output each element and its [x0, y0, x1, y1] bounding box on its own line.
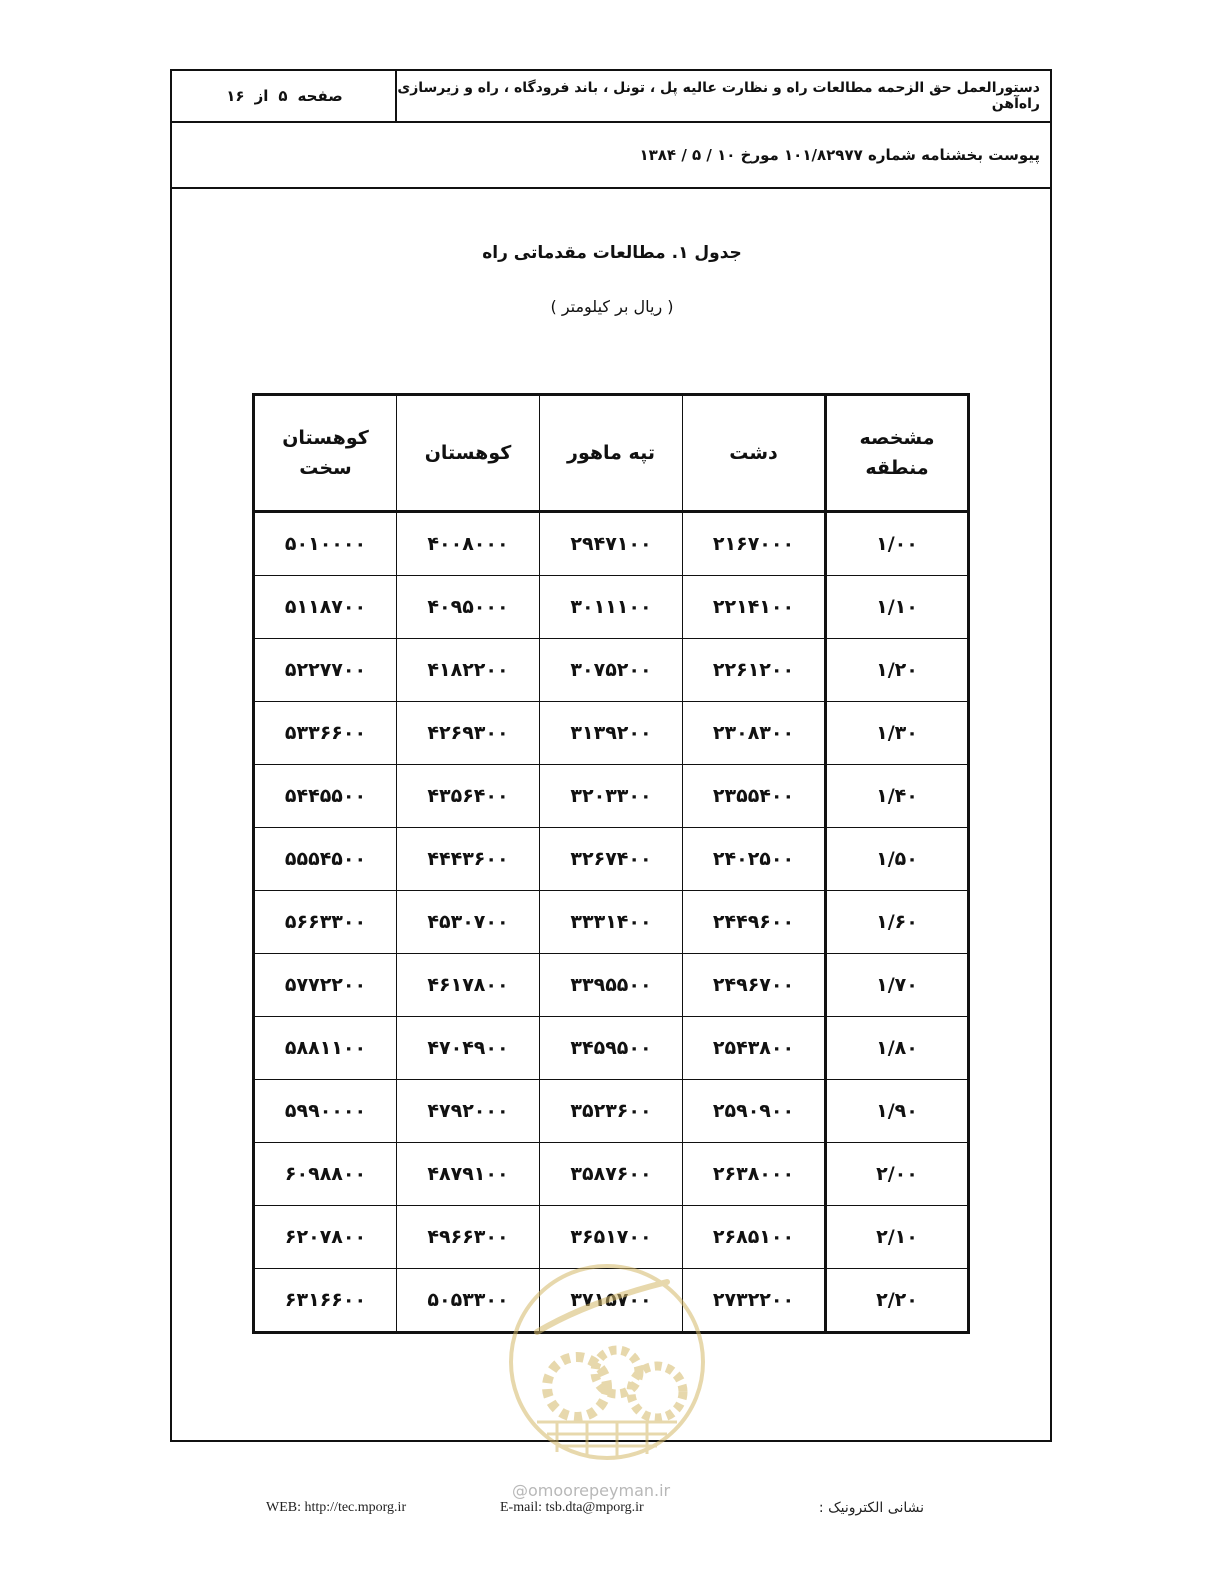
cell-hilly: ۳۰۷۵۲۰۰ [540, 639, 683, 702]
page-total: ۱۶ [226, 87, 245, 105]
header-zone: مشخصه منطقه [826, 395, 969, 512]
cell-zone: ۲/۲۰ [826, 1269, 969, 1333]
table-row [254, 512, 969, 576]
cell-mountain: ۴۱۸۲۲۰۰ [397, 639, 540, 702]
cell-mountain: ۴۶۱۷۸۰۰ [397, 954, 540, 1017]
table-row [254, 1017, 969, 1080]
cell-plain: ۲۵۴۳۸۰۰ [683, 1017, 826, 1080]
cell-hilly: ۳۵۸۷۶۰۰ [540, 1143, 683, 1206]
cell-plain: ۲۶۳۸۰۰۰ [683, 1143, 826, 1206]
page-number: ۵ [278, 87, 288, 105]
cell-mountain: ۴۵۳۰۷۰۰ [397, 891, 540, 954]
watermark-seal [497, 1262, 717, 1462]
cell-zone: ۲/۱۰ [826, 1206, 969, 1269]
table-unit: ( ریال بر کیلومتر ) [550, 297, 674, 316]
cell-hard-mountain: ۵۲۲۷۷۰۰ [254, 639, 397, 702]
cell-hard-mountain: ۶۳۱۶۶۰۰ [254, 1269, 397, 1333]
cell-hilly: ۳۲۶۷۴۰۰ [540, 828, 683, 891]
table-row [254, 1080, 969, 1143]
cell-mountain: ۴۲۶۹۳۰۰ [397, 702, 540, 765]
cell-hilly: ۲۹۴۷۱۰۰ [540, 512, 683, 576]
header-hilly: تپه ماهور [540, 395, 683, 512]
cell-zone: ۱/۴۰ [826, 765, 969, 828]
cell-plain: ۲۴۰۲۵۰۰ [683, 828, 826, 891]
cell-hard-mountain: ۵۹۹۰۰۰۰ [254, 1080, 397, 1143]
cell-hard-mountain: ۶۲۰۷۸۰۰ [254, 1206, 397, 1269]
table-title: جدول ۱. مطالعات مقدماتی راه [482, 243, 742, 263]
cell-plain: ۲۳۵۵۴۰۰ [683, 765, 826, 828]
header-plain: دشت [683, 395, 826, 512]
cell-plain: ۲۷۳۲۲۰۰ [683, 1269, 826, 1333]
cell-plain: ۲۲۱۴۱۰۰ [683, 576, 826, 639]
cell-zone: ۱/۷۰ [826, 954, 969, 1017]
table-row [254, 1143, 969, 1206]
cell-mountain: ۴۷۹۲۰۰۰ [397, 1080, 540, 1143]
cell-hilly: ۳۶۵۱۷۰۰ [540, 1206, 683, 1269]
cell-mountain: ۴۰۹۵۰۰۰ [397, 576, 540, 639]
cell-mountain: ۴۹۶۶۳۰۰ [397, 1206, 540, 1269]
cell-zone: ۱/۶۰ [826, 891, 969, 954]
table-row [254, 891, 969, 954]
cell-hilly: ۳۳۳۱۴۰۰ [540, 891, 683, 954]
cell-mountain: ۵۰۵۳۳۰۰ [397, 1269, 540, 1333]
cell-zone: ۱/۹۰ [826, 1080, 969, 1143]
cell-hilly: ۳۳۹۵۵۰۰ [540, 954, 683, 1017]
cell-hard-mountain: ۵۴۴۵۵۰۰ [254, 765, 397, 828]
footer-address-label: نشانی الکترونیک : [818, 1500, 924, 1516]
table-row [254, 954, 969, 1017]
cell-plain: ۲۳۰۸۳۰۰ [683, 702, 826, 765]
table-body [254, 512, 969, 1333]
circular-reference-text: پیوست بخشنامه شماره ۱۰۱/۸۲۹۷۷ مورخ ۱۰ / ۵ / ۱۳۸۴ [639, 146, 1040, 164]
document-title: دستورالعمل حق الزحمه مطالعات راه و نظارت عالیه پل ، تونل ، باند فرودگاه ، راه و زیرسازی راه‌آهن [395, 71, 1050, 121]
cell-mountain: ۴۴۴۳۶۰۰ [397, 828, 540, 891]
cell-plain: ۲۱۶۷۰۰۰ [683, 512, 826, 576]
cell-hard-mountain: ۵۷۷۲۲۰۰ [254, 954, 397, 1017]
cell-hilly: ۳۱۳۹۲۰۰ [540, 702, 683, 765]
watermark-url: @omoorepeyman.ir [512, 1481, 671, 1500]
header-row [172, 71, 1050, 123]
table-row [254, 828, 969, 891]
table-row [254, 1206, 969, 1269]
cell-hilly: ۳۰۱۱۱۰۰ [540, 576, 683, 639]
table-row [254, 765, 969, 828]
cell-plain: ۲۶۸۵۱۰۰ [683, 1206, 826, 1269]
cell-hard-mountain: ۵۰۱۰۰۰۰ [254, 512, 397, 576]
cell-hilly: ۳۷۱۵۷۰۰ [540, 1269, 683, 1333]
table-header-row [254, 395, 969, 512]
footer-web: WEB: http://tec.mporg.ir [266, 1500, 407, 1515]
cell-zone: ۱/۳۰ [826, 702, 969, 765]
table-row [254, 639, 969, 702]
header-mountain: کوهستان [397, 395, 540, 512]
cell-zone: ۱/۸۰ [826, 1017, 969, 1080]
cell-mountain: ۴۳۵۶۴۰۰ [397, 765, 540, 828]
page-label: صفحه [297, 87, 343, 105]
table-row [254, 702, 969, 765]
cell-zone: ۱/۵۰ [826, 828, 969, 891]
cell-zone: ۱/۰۰ [826, 512, 969, 576]
cell-mountain: ۴۰۰۸۰۰۰ [397, 512, 540, 576]
cell-hard-mountain: ۵۵۵۴۵۰۰ [254, 828, 397, 891]
cell-hilly: ۳۵۲۳۶۰۰ [540, 1080, 683, 1143]
page-indicator [172, 71, 397, 121]
cell-plain: ۲۲۶۱۲۰۰ [683, 639, 826, 702]
page-of: از [254, 87, 269, 105]
cell-hard-mountain: ۵۱۱۸۷۰۰ [254, 576, 397, 639]
cell-hard-mountain: ۵۶۶۳۳۰۰ [254, 891, 397, 954]
table-row [254, 576, 969, 639]
cell-hard-mountain: ۵۳۳۶۶۰۰ [254, 702, 397, 765]
cell-zone: ۱/۱۰ [826, 576, 969, 639]
footer-email: E-mail: tsb.dta@mporg.ir [500, 1500, 644, 1515]
cell-mountain: ۴۷۰۴۹۰۰ [397, 1017, 540, 1080]
cell-plain: ۲۴۹۶۷۰۰ [683, 954, 826, 1017]
circular-reference [172, 123, 1050, 189]
footer [0, 1500, 1224, 1524]
header-hard-mountain: کوهستان سخت [254, 395, 397, 512]
cell-zone: ۱/۲۰ [826, 639, 969, 702]
fee-table [252, 393, 970, 1334]
cell-hard-mountain: ۶۰۹۸۸۰۰ [254, 1143, 397, 1206]
cell-mountain: ۴۸۷۹۱۰۰ [397, 1143, 540, 1206]
cell-hilly: ۳۲۰۳۳۰۰ [540, 765, 683, 828]
cell-hilly: ۳۴۵۹۵۰۰ [540, 1017, 683, 1080]
cell-plain: ۲۴۴۹۶۰۰ [683, 891, 826, 954]
cell-plain: ۲۵۹۰۹۰۰ [683, 1080, 826, 1143]
cell-zone: ۲/۰۰ [826, 1143, 969, 1206]
cell-hard-mountain: ۵۸۸۱۱۰۰ [254, 1017, 397, 1080]
